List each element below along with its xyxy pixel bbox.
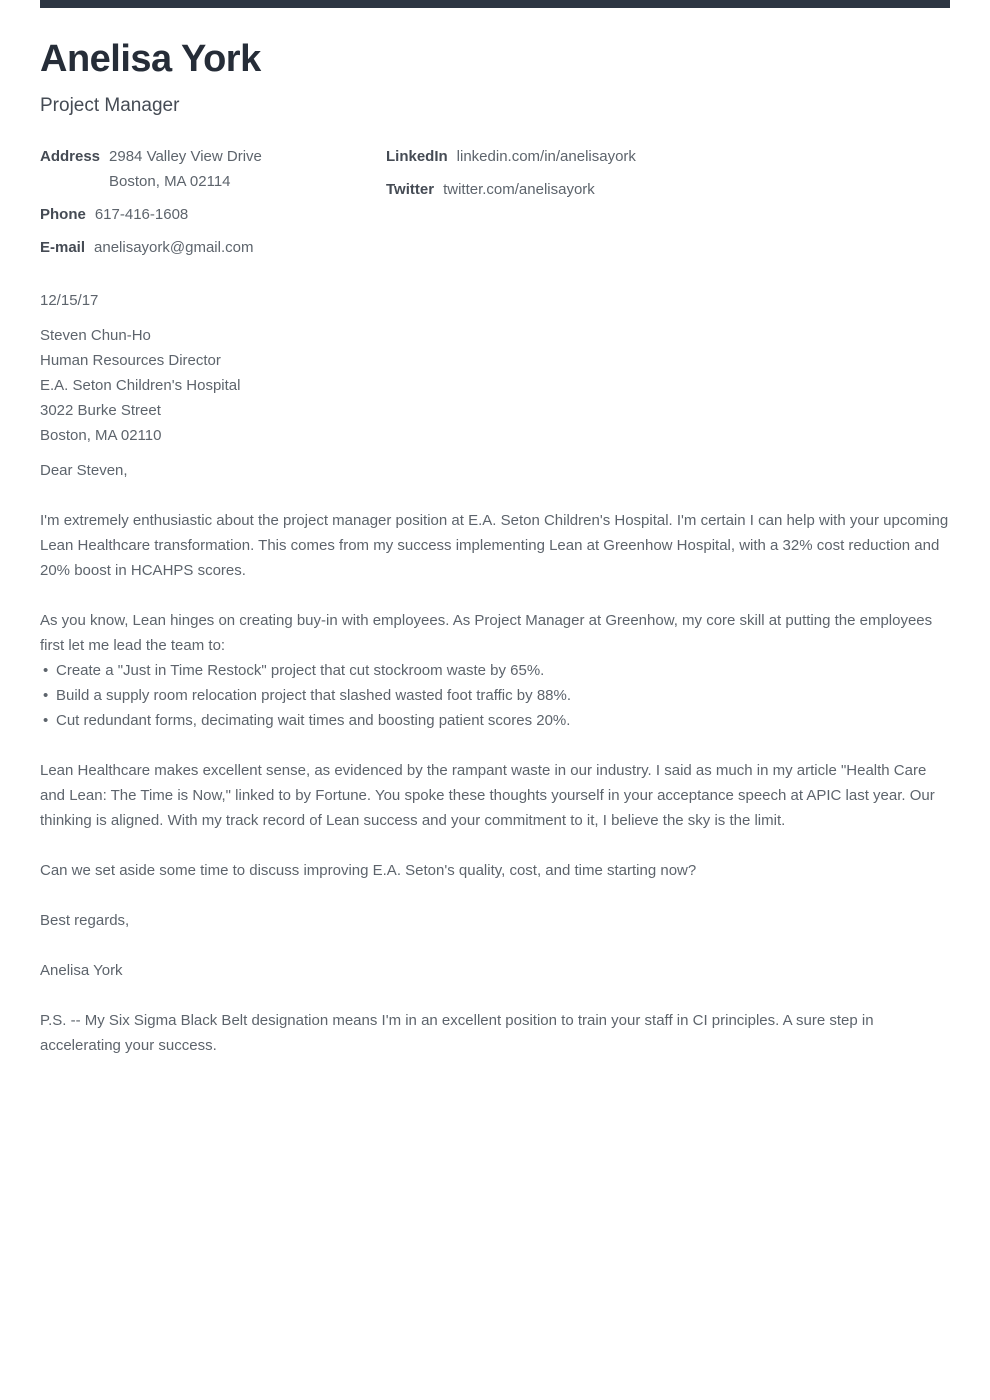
address-value [109,144,262,194]
twitter-label: Twitter [386,180,435,198]
achievement-list [40,658,950,733]
paragraph-lean: Lean Healthcare makes excellent sense, as evidenced by the rampant waste in our industry. I said as much in my article "Health Care and Lean: The Time is Now," linked to by Fortune. You spoke these thoughts yourself in your acceptance speech at APIC last year. Our thinking is aligned. With my track record of Lean success and your commitment to it, I believe the sky is the limit. [40,761,935,829]
recipient-block [40,323,950,448]
address-line-1: 2984 Valley View Drive [109,147,262,165]
recipient-title: Human Resources Director [40,351,221,369]
contact-info-section [40,144,950,268]
contact-row-linkedin [386,144,950,169]
twitter-value[interactable]: twitter.com/anelisayork [443,180,595,198]
email-label: E-mail [40,238,86,256]
applicant-job-title: Project Manager [40,94,180,116]
top-accent-bar [40,0,950,8]
address-line-2: Boston, MA 02114 [109,172,231,190]
linkedin-label: LinkedIn [386,147,448,165]
phone-label: Phone [40,205,86,223]
paragraph-call-to-action: Can we set aside some time to discuss improving E.A. Seton's quality, cost, and time starting now? [40,861,697,879]
letter-header [40,39,950,118]
phone-value: 617-416-1608 [94,205,189,223]
contact-row-email [40,235,386,260]
postscript: P.S. -- My Six Sigma Black Belt designation means I'm in an excellent position to train your staff in CI principles. A sure step in accelerating your success. [40,1011,874,1054]
paragraph-intro: I'm extremely enthusiastic about the project manager position at E.A. Seton Children's Hospital. I'm certain I can help with your upcoming Lean Healthcare transformation. This comes from my success implementing Lean at Greenhow Hospital, with a 32% cost reduction and 20% boost in HCAHPS scores. [40,511,949,579]
applicant-name: Anelisa York [40,38,261,80]
achievement-item: • Build a supply room relocation project that slashed wasted foot traffic by 88%. [40,683,950,708]
signature: Anelisa York [40,961,123,979]
salutation: Dear Steven, [40,461,128,479]
recipient-name: Steven Chun-Ho [40,326,151,344]
closing: Best regards, [40,911,130,929]
address-label: Address [40,147,101,165]
contact-row-address [40,144,386,194]
contact-row-twitter [386,177,950,202]
recipient-company: E.A. Seton Children's Hospital [40,376,241,394]
linkedin-value[interactable]: linkedin.com/in/anelisayork [456,147,636,165]
letter-body [40,288,950,1058]
achievement-item: • Cut redundant forms, decimating wait times and boosting patient scores 20%. [40,708,950,733]
contact-row-phone [40,202,386,227]
paragraph-skills: As you know, Lean hinges on creating buy-in with employees. As Project Manager at Greenhow, my core skill at putting the employees first let me lead the team to: [40,611,933,654]
recipient-city: Boston, MA 02110 [40,426,162,444]
contact-column-left [40,144,386,268]
email-value[interactable]: anelisayork@gmail.com [94,238,254,256]
recipient-street: 3022 Burke Street [40,401,161,419]
contact-column-right [386,144,950,268]
letter-date: 12/15/17 [40,291,99,309]
achievement-item: • Create a "Just in Time Restock" project that cut stockroom waste by 65%. [40,658,950,683]
